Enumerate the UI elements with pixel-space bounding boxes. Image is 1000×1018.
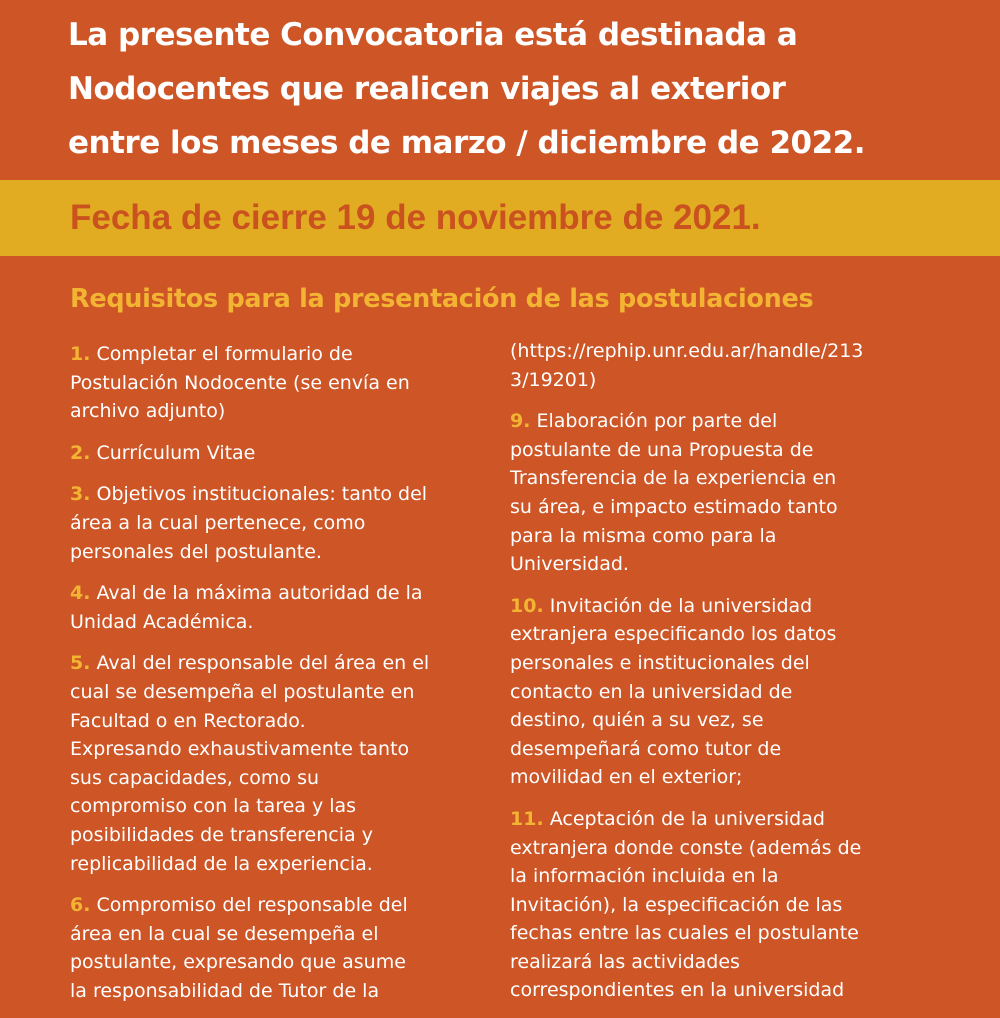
requirement-line <box>70 948 488 977</box>
requirement-line <box>510 620 930 649</box>
requirement-number: 6. <box>70 894 91 917</box>
requirement-line <box>70 369 488 398</box>
requirement-text: Unidad Académica. <box>70 610 254 633</box>
requirement-line <box>510 592 930 621</box>
requirement-text: destino, quién a su vez, se <box>510 709 764 732</box>
requirement-line <box>510 805 930 834</box>
requirement-number: 1. <box>70 343 91 365</box>
requirement-text: Expresando exhaustivamente tanto <box>70 738 410 761</box>
requirement-text: Postulación Nodocente (se envía en <box>70 371 410 394</box>
requirement-text: extranjera especificando los datos <box>510 623 837 646</box>
requirement-line <box>510 763 930 792</box>
requirement-line <box>510 834 930 863</box>
requirement-line <box>70 920 488 949</box>
requirement-line <box>70 850 488 879</box>
requirement-item <box>70 439 488 468</box>
requirement-text: Aval de la máxima autoridad de la <box>96 582 423 605</box>
requirement-text: Compromiso del responsable del <box>96 894 408 917</box>
requirement-line <box>70 764 488 793</box>
requirement-text: Universidad. <box>510 553 629 576</box>
requirement-line <box>70 397 488 426</box>
requirement-text: postulante de una Propuesta de <box>510 438 814 461</box>
requirement-item <box>510 592 930 792</box>
requirement-item <box>70 891 488 1005</box>
requirement-text: replicabilidad de la experiencia. <box>70 852 373 875</box>
requirements-left-column <box>70 340 488 1018</box>
requirement-text: área en la cual se desempeña el <box>70 922 379 945</box>
requirement-number: 2. <box>70 441 91 464</box>
requirement-text: fechas entre las cuales el postulante <box>510 922 859 945</box>
requirement-line <box>510 550 930 579</box>
requirement-number: 5. <box>70 652 91 675</box>
requirement-line <box>70 439 488 468</box>
requirement-text: correspondientes en la universidad <box>510 979 845 1002</box>
requirement-text: extranjera donde conste (además de <box>510 836 862 859</box>
requirement-text: 3/19201) <box>510 368 597 391</box>
requirement-text: postulante, expresando que asume <box>70 951 406 974</box>
requirement-line <box>510 366 930 395</box>
requirement-text: personales e institucionales del <box>510 651 810 674</box>
requirement-line <box>510 948 930 977</box>
requirement-line <box>70 678 488 707</box>
requirements-right-column <box>510 337 930 1018</box>
requirement-text: área a la cual pertenece, como <box>70 511 366 534</box>
requirement-text: Aceptación de la universidad <box>549 807 825 830</box>
requirement-text: Invitación de la universidad <box>549 594 813 617</box>
requirement-text: para la misma como para la <box>510 524 777 547</box>
requirement-text: Currículum Vitae <box>96 441 256 464</box>
requirement-item <box>70 579 488 636</box>
requirement-text: Completar el formulario de <box>96 343 353 365</box>
requirement-number: 9. <box>510 410 531 433</box>
requirement-text: (https://rephip.unr.edu.ar/handle/213 <box>510 340 864 362</box>
deadline-text: Fecha de cierre 19 de noviembre de 2021. <box>70 198 761 237</box>
requirement-text: cual se desempeña el postulante en <box>70 680 415 703</box>
requirement-line <box>510 436 930 465</box>
requirement-number: 3. <box>70 483 91 506</box>
requirement-text: Aval del responsable del área en el <box>96 652 430 675</box>
requirement-line <box>510 649 930 678</box>
intro-line: entre los meses de marzo / diciembre de 2022. <box>68 125 866 161</box>
requirement-number: 4. <box>70 582 91 605</box>
requirement-line <box>70 340 488 369</box>
requirement-item <box>510 337 930 394</box>
requirement-text: desempeñará como tutor de <box>510 737 782 760</box>
requirement-text: posibilidades de transferencia y <box>70 823 373 846</box>
requirement-line <box>70 977 488 1006</box>
requirement-text: personales del postulante. <box>70 540 322 563</box>
requirement-item <box>70 340 488 426</box>
requirement-line <box>70 538 488 567</box>
requirement-text: contacto en la universidad de <box>510 680 793 703</box>
requirement-line <box>70 735 488 764</box>
requirement-line <box>510 976 930 1005</box>
requirement-item <box>510 805 930 1005</box>
requirement-item <box>510 407 930 579</box>
requirement-line <box>70 821 488 850</box>
requirement-text: archivo adjunto) <box>70 400 226 423</box>
requirement-line <box>510 919 930 948</box>
requirement-number: 10. <box>510 594 544 617</box>
requirement-line <box>510 891 930 920</box>
intro-line: La presente Convocatoria está destinada a <box>68 17 798 53</box>
requirement-line <box>70 792 488 821</box>
requirement-text: sus capacidades, como su <box>70 766 320 789</box>
requirement-line <box>510 464 930 493</box>
requirements-heading: Requisitos para la presentación de las postulaciones <box>70 284 814 314</box>
requirement-text: movilidad en el exterior; <box>510 766 743 789</box>
requirement-line <box>510 862 930 891</box>
requirement-item <box>70 649 488 878</box>
requirement-line <box>70 579 488 608</box>
requirement-number: 11. <box>510 807 544 830</box>
requirement-line <box>510 706 930 735</box>
requirement-text: Facultad o en Rectorado. <box>70 709 306 732</box>
requirement-item <box>70 480 488 566</box>
requirement-text: la responsabilidad de Tutor de la <box>70 979 380 1002</box>
requirement-line <box>70 608 488 637</box>
requirement-text: la información incluida en la <box>510 865 779 888</box>
requirement-line <box>70 891 488 920</box>
intro-text <box>68 8 968 170</box>
requirement-line <box>510 522 930 551</box>
requirement-line <box>70 707 488 736</box>
requirement-line <box>70 480 488 509</box>
requirement-text: Invitación), la especificación de las <box>510 893 843 916</box>
requirement-text: compromiso con la tarea y las <box>70 795 357 818</box>
requirement-text: Transferencia de la experiencia en <box>510 467 837 490</box>
requirement-text: su área, e impacto estimado tanto <box>510 495 838 518</box>
requirement-line <box>70 649 488 678</box>
requirement-text: Elaboración por parte del <box>536 410 778 433</box>
intro-line: Nodocentes que realicen viajes al exterior <box>68 71 786 107</box>
requirement-line <box>510 735 930 764</box>
requirement-line <box>510 337 930 366</box>
requirement-text: Objetivos institucionales: tanto del <box>96 483 428 506</box>
requirement-line <box>510 493 930 522</box>
requirement-line <box>70 509 488 538</box>
requirement-text: realizará las actividades <box>510 950 740 973</box>
requirement-line <box>510 678 930 707</box>
requirement-line <box>510 407 930 436</box>
